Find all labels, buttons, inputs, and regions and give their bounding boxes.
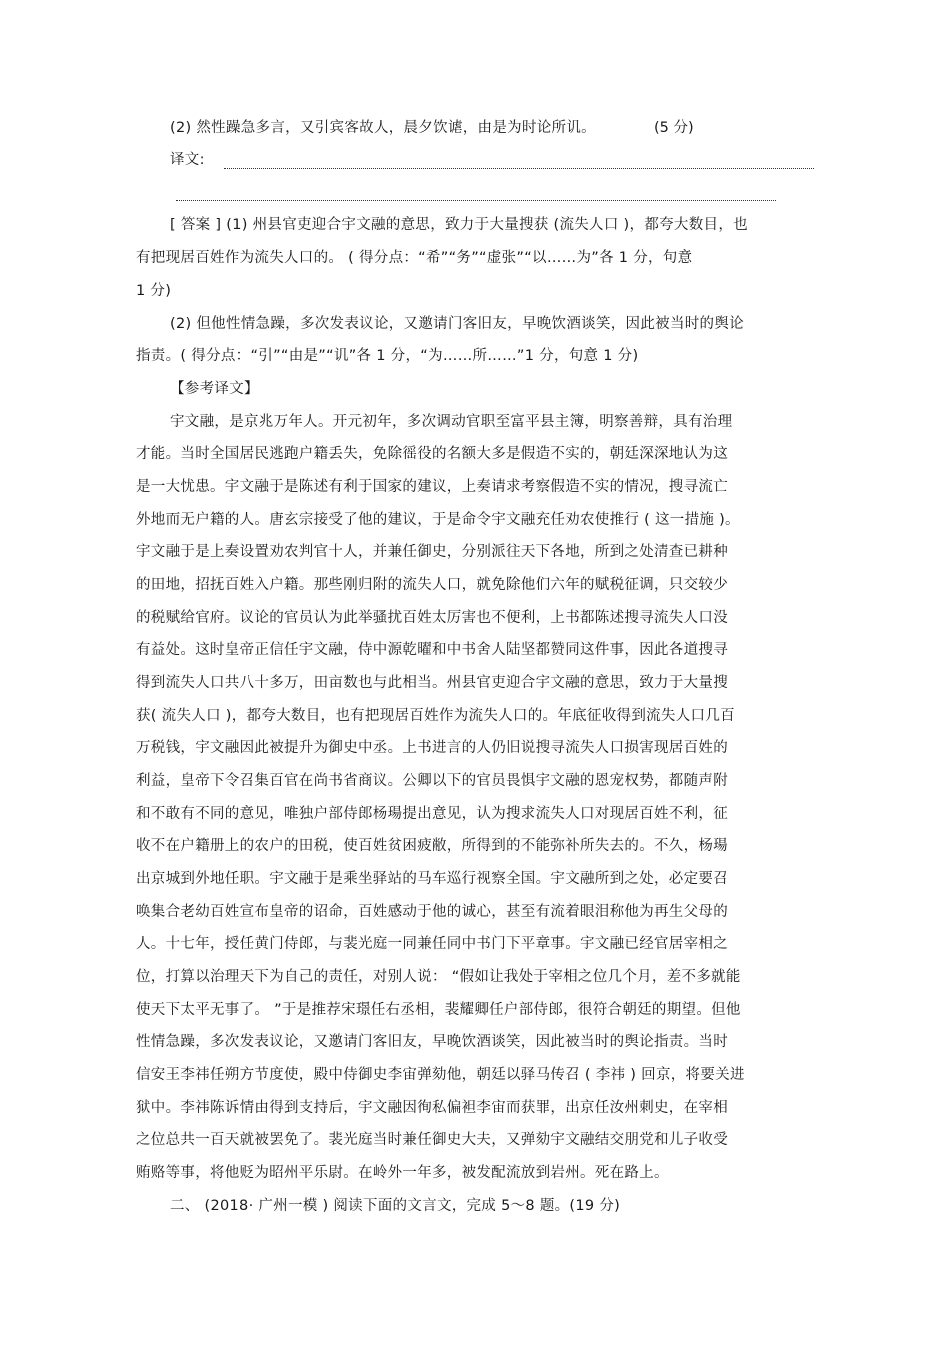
translation-label: 译文: bbox=[170, 152, 205, 168]
reference-line: 有益处。这时皇帝正信任宇文融，侍中源乾曜和中书舍人陆坚都赞同这件事，因此各道搜寻 bbox=[136, 642, 728, 658]
reference-line: 是一大忧患。宇文融于是陈述有利于国家的建议，上奏请求考察假造不实的情况，搜寻流亡 bbox=[136, 479, 728, 495]
reference-line: 利益，皇帝下令召集百官在尚书省商议。公卿以下的官员畏惧宇文融的恩宠权势，都随声附 bbox=[136, 773, 728, 789]
reference-line: 才能。当时全国居民逃跑户籍丢失，免除徭役的名额大多是假造不实的，朝廷深深地认为这 bbox=[136, 446, 728, 462]
answer-line: 1 分) bbox=[136, 283, 172, 299]
reference-line: 获( 流失人口 )，都夸大数目，也有把现居百姓作为流失人口的。年底征收得到流失人口几百 bbox=[136, 708, 735, 724]
answer-line: (2) 但他性情急躁，多次发表议论，又邀请门客旧友，早晚饮酒谈笑，因此被当时的舆论 bbox=[170, 316, 744, 332]
reference-line: 之位总共一百天就被罢免了。裴光庭当时兼任御史大夫，又弹劾宇文融结交朋党和儿子收受 bbox=[136, 1132, 728, 1148]
reference-line: 收不在户籍册上的农户的田税，使百姓贫困疲敝，所得到的不能弥补所失去的。不久，杨瑒 bbox=[136, 838, 728, 854]
answer-line: 指责。( 得分点：“引”“由是”“讥”各 1 分，“为……所……”1 分，句意 1 分) bbox=[136, 348, 639, 364]
reference-line: 性情急躁，多次发表议论，又邀请门客旧友，早晚饮酒谈笑，因此被当时的舆论指责。当时 bbox=[136, 1034, 728, 1050]
question-2-text: (2) 然性躁急多言，又引宾客故人，晨夕饮谑，由是为时论所讥。 bbox=[170, 120, 596, 136]
reference-line: 得到流失人口共八十多万，田亩数也与此相当。州县官吏迎合宇文融的意思，致力于大量搜 bbox=[136, 675, 728, 691]
reference-line: 使天下太平无事了。 ”于是推荐宋璟任右丞相，裴耀卿任户部侍郎，很符合朝廷的期望。但他 bbox=[136, 1002, 741, 1018]
reference-line: 信安王李祎任朔方节度使，殿中侍御史李宙弹劾他，朝廷以驿马传召 ( 李祎 ) 回京，将要关进 bbox=[136, 1067, 745, 1083]
reference-heading: 【参考译文】 bbox=[170, 381, 259, 397]
reference-line: 狱中。李祎陈诉情由得到支持后，宇文融因徇私偏袒李宙而获罪，出京任汝州刺史，在宰相 bbox=[136, 1100, 728, 1116]
reference-line: 的田地，招抚百姓入户籍。那些刚归附的流失人口，就免除他们六年的赋税征调，只交较少 bbox=[136, 577, 728, 593]
reference-line: 和不敢有不同的意见，唯独户部侍郎杨瑒提出意见，认为搜求流失人口对现居百姓不利，征 bbox=[136, 806, 728, 822]
answer-line: [ 答案 ] (1) 州县官吏迎合宇文融的意思，致力于大量搜获 (流失人口 )，都夸大数目，也 bbox=[170, 217, 748, 233]
reference-line: 人。十七年，授任黄门侍郎，与裴光庭一同兼任同中书门下平章事。宇文融已经官居宰相之 bbox=[136, 936, 728, 952]
reference-line: 位，打算以治理天下为自己的责任，对别人说： “假如让我处于宰相之位几个月，差不多就能 bbox=[136, 969, 741, 985]
answer-dotted-line-2 bbox=[176, 200, 776, 201]
reference-line: 外地而无户籍的人。唐玄宗接受了他的建议，于是命令宇文融充任劝农使推行 ( 这一措施 )。 bbox=[136, 512, 740, 528]
section-2-heading: 二、 (2018· 广州一模 ) 阅读下面的文言文，完成 5～8 题。(19 分) bbox=[170, 1198, 621, 1214]
reference-line: 出京城到外地任职。宇文融于是乘坐驿站的马车巡行视察全国。宇文融所到之处，必定要召 bbox=[136, 871, 728, 887]
answer-dotted-line-1 bbox=[224, 168, 814, 169]
reference-line: 宇文融于是上奏设置劝农判官十人，并兼任御史，分别派往天下各地，所到之处清查已耕种 bbox=[136, 544, 728, 560]
reference-line: 万税钱，宇文融因此被提升为御史中丞。上书进言的人仍旧说搜寻流失人口损害现居百姓的 bbox=[136, 740, 728, 756]
reference-line: 唤集合老幼百姓宣布皇帝的诏命，百姓感动于他的诚心，甚至有流着眼泪称他为再生父母的 bbox=[136, 904, 728, 920]
answer-line: 有把现居百姓作为流失人口的。 ( 得分点：“希”“务”“虚张”“以……为”各 1 分，句意 bbox=[136, 250, 693, 266]
reference-line: 贿赂等事，将他贬为昭州平乐尉。在岭外一年多，被发配流放到岩州。死在路上。 bbox=[136, 1165, 669, 1181]
question-2-score: (5 分) bbox=[654, 120, 694, 136]
reference-line: 的税赋给官府。议论的官员认为此举骚扰百姓太厉害也不便利，上书都陈述搜寻流失人口没 bbox=[136, 610, 728, 626]
reference-line: 宇文融，是京兆万年人。开元初年，多次调动官职至富平县主簿，明察善辩，具有治理 bbox=[170, 414, 733, 430]
